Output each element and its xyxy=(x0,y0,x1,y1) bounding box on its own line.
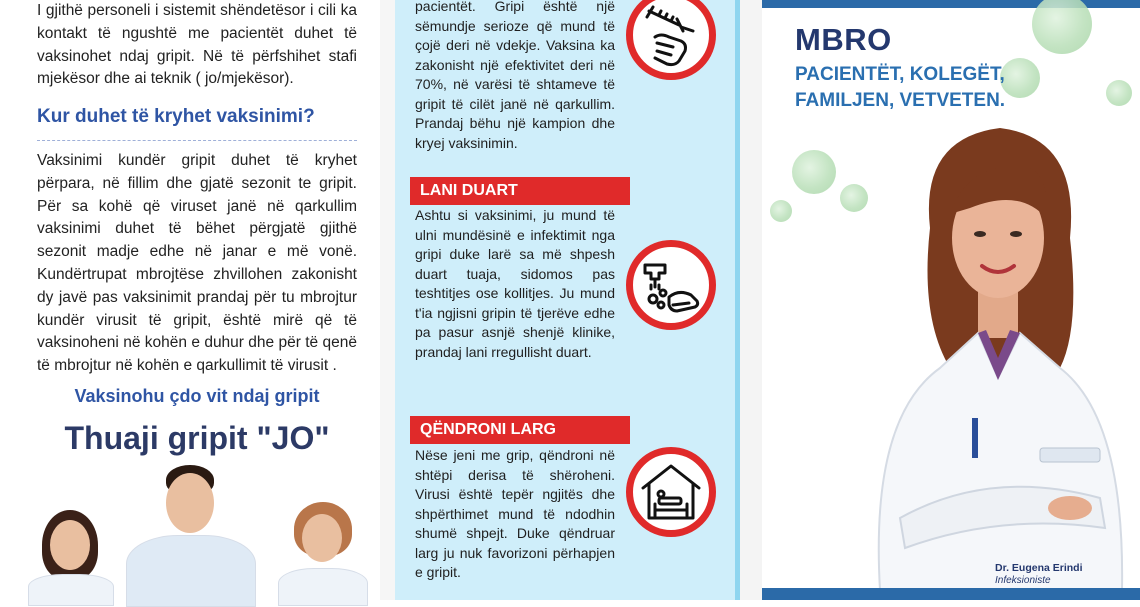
virus-icon xyxy=(770,200,792,222)
bottom-accent-bar xyxy=(762,588,1140,600)
fold-gutter-right xyxy=(740,0,762,600)
heading-divider xyxy=(37,140,357,141)
fold-gutter-left xyxy=(380,0,395,600)
wash-hands-text: Ashtu si vaksinimi, ju mund të ulni mundësinë e infektimit nga gripi duke larë sa më shpesh duart tuaja, sidomos pas teshtitjes ose kollitjes. Ju mund t'ia ngjisni gripin të tjerëve edhe pa pasur asnjë shenjë klinike, prandaj lani rregullisht duart. xyxy=(415,207,615,360)
staff-photo-left xyxy=(20,508,120,600)
vaccine-hand-icon xyxy=(626,0,716,80)
slogan-line-2: Thuaji gripit "JO" xyxy=(64,420,330,456)
staff-paragraph: I gjithë personeli i sistemit shëndetësor i cili ka kontakt të ngushtë me pacientët duhet të vaksinohet ndaj gripit. Në të përfshihet stafi mjekësor dhe ai teknik ( jo/mjekësor). xyxy=(37,2,357,88)
timing-paragraph: Vaksinimi kundër gripit duhet të kryhet përpara, në fillim dhe gjatë sezonit te gripit. Për sa kohë që viruset janë në qarkullim vaksinimi duhet të bëhet përgjatë gjithë sezonit madje edhe në janar e më vonë. Kundërtrupat mbrojtëse zhvillohen zakonisht dy javë pas vaksinimit prandaj për tu mbrojtur kundër virusit të gripit, është mirë që të vaksinoheni në kohën e duhur dhe për të qenë të mbrojtur në kohën e qarkullimit të virusit . xyxy=(37,152,357,375)
stay-home-icon xyxy=(626,447,716,537)
vaccine-text: pacientët. Gripi është një sëmundje serioze që mund të çojë deri në vdekje. Vaksina ka zakonisht një efektivitet deri në 70%, në varësi të shtameve të gripit të cilët janë në qarkullim. Prandaj bëhu një kampion dhe kryej vaksinimin. xyxy=(415,0,615,151)
staff-photo-right xyxy=(272,500,372,600)
campaign-subtitle: PACIENTËT, KOLEGËT, FAMILJEN, VETVETEN. xyxy=(795,64,1006,111)
stay-away-text: Nëse jeni me grip, qëndroni në shtëpi derisa të shëroheni. Virusi është tepër ngjitës dhe shpërthimet mund të ndodhin shumë shpejt. Duke qëndruar larg ju nuk favorizoni përhapjen e gripit. xyxy=(415,447,615,580)
virus-icon xyxy=(792,150,836,194)
stay-away-header: QËNDRONI LARG xyxy=(410,416,630,444)
campaign-title: MBRO xyxy=(795,22,892,57)
right-panel xyxy=(762,0,1140,600)
slogan-line-1: Vaksinohu çdo vit ndaj gripit xyxy=(74,386,320,406)
middle-panel xyxy=(395,0,740,600)
doctor-role: Infeksioniste xyxy=(995,575,1051,586)
staff-photo-center xyxy=(120,463,260,600)
left-panel xyxy=(0,0,380,600)
virus-icon xyxy=(1106,80,1132,106)
virus-icon xyxy=(1032,0,1092,54)
handwash-icon xyxy=(626,240,716,330)
wash-hands-header: LANI DUART xyxy=(410,177,630,205)
doctor-photo xyxy=(860,118,1130,590)
when-heading: Kur duhet të kryhet vaksinimi? xyxy=(37,106,315,127)
doctor-name: Dr. Eugena Erindi xyxy=(995,562,1083,574)
